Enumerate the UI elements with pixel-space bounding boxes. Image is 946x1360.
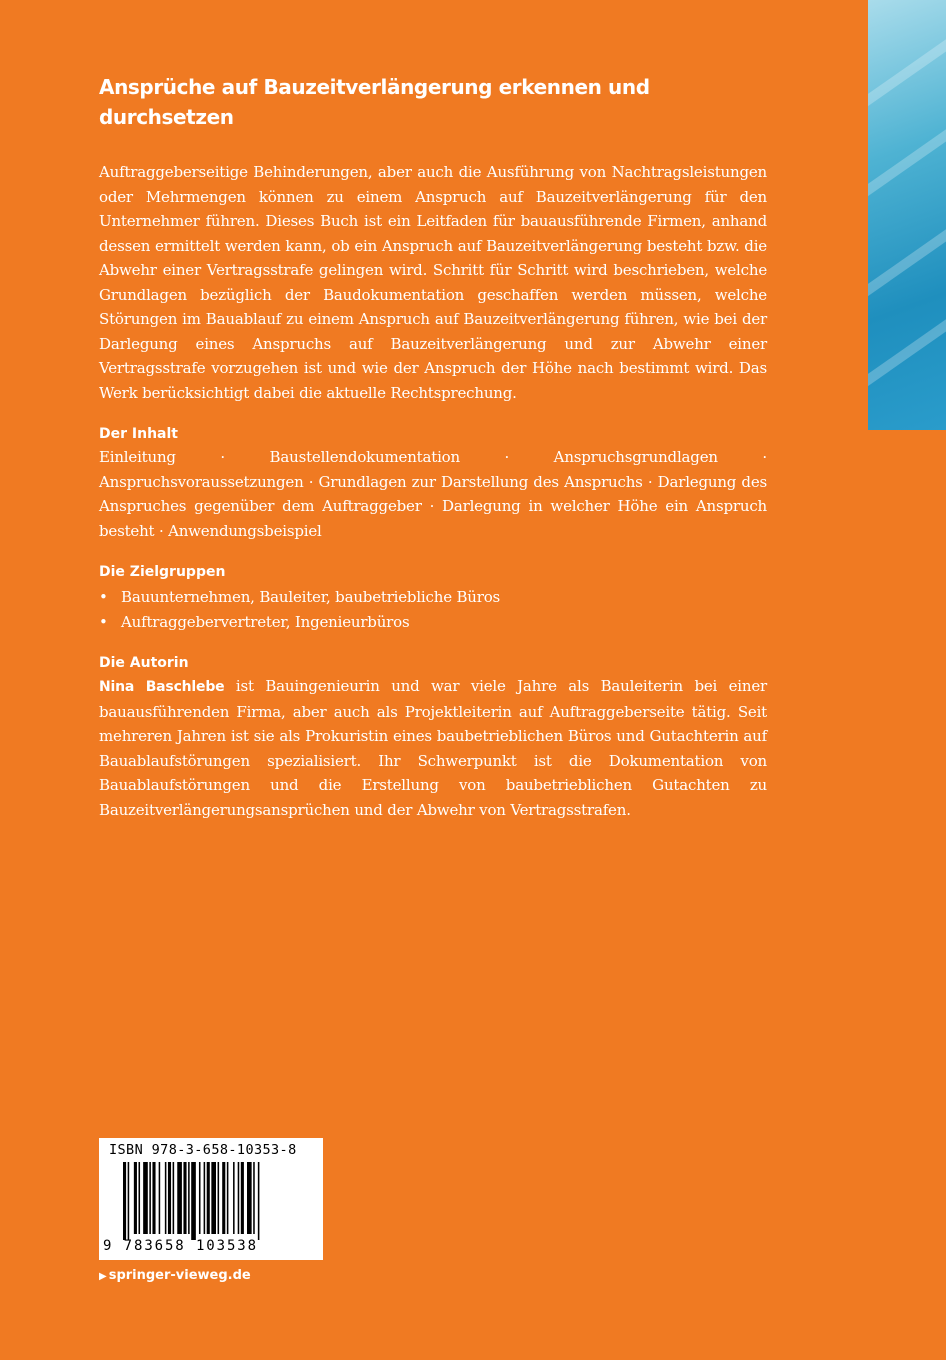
isbn-label: ISBN 978-3-658-10353-8 xyxy=(109,1142,297,1158)
barcode-bar xyxy=(238,1162,240,1234)
barcode-bar xyxy=(168,1162,171,1234)
barcode-bar xyxy=(211,1162,216,1234)
barcode-bar xyxy=(159,1162,161,1234)
audience-item: Bauunternehmen, Bauleiter, baubetriebliche Büros xyxy=(121,588,501,606)
barcode-bar xyxy=(222,1162,225,1234)
audience-list xyxy=(99,585,767,634)
barcode-bar xyxy=(123,1162,126,1240)
author-bio xyxy=(99,674,767,822)
barcode-digits: 9 783658 103538 xyxy=(103,1238,258,1254)
description: Auftraggeberseitige Behinderungen, aber auch die Ausführung von Nachtragsleistungen oder Mehrmengen können zu einem Anspruch auf Bauzeitverlängerung für den Unternehmer führen. Dieses Buch ist ein Leitfaden für bauausführende Firmen, anhand dessen ermittelt werden kann, ob ein Anspruch auf Bauzeitverlängerung besteht bzw. die Abwehr einer Vertragsstrafe gelingen wird. Schritt für Schritt wird beschrieben, welche Grundlagen bezüglich der Baudokumentation geschaffen werden müssen, welche Störungen im Bauablauf zu einem Anspruch auf Bauzeitverlängerung führen, wie bei der Darlegung eines Anspruchs auf Bauzeitverlängerung und zur Abwehr einer Vertragsstrafe vorzugehen ist und wie der Anspruch der Höhe nach bestimmt wird. Das Werk berücksichtigt dabei die aktuelle Rechtsprechung. xyxy=(99,163,767,402)
barcode-bar xyxy=(207,1162,210,1234)
publisher-link[interactable] xyxy=(99,1268,251,1283)
barcode-bar xyxy=(165,1162,167,1234)
list-item xyxy=(99,585,767,610)
barcode-bar xyxy=(253,1162,255,1234)
isbn-barcode xyxy=(99,1138,323,1260)
barcode-bar xyxy=(241,1162,244,1234)
audience-heading: Die Zielgruppen xyxy=(99,564,226,580)
barcode-bar xyxy=(199,1162,201,1234)
back-cover-text xyxy=(99,72,767,822)
bullet-icon: • xyxy=(99,588,108,606)
list-item xyxy=(99,610,767,635)
barcode-bar xyxy=(247,1162,252,1234)
barcode-bar xyxy=(204,1162,206,1234)
headline: Ansprüche auf Bauzeitverlängerung erkennen und durchsetzen xyxy=(99,75,650,129)
barcode-bar xyxy=(191,1162,196,1240)
bullet-icon: • xyxy=(99,612,108,631)
publisher-url: springer-vieweg.de xyxy=(108,1268,251,1283)
author-name: Nina Baschlebe xyxy=(99,679,225,695)
audience-item: Auftraggebervertreter, Ingenieurbüros xyxy=(121,612,410,631)
barcode-bar xyxy=(183,1162,186,1234)
barcode-bar xyxy=(128,1162,130,1240)
barcode-bar xyxy=(143,1162,148,1234)
barcode-bar xyxy=(177,1162,182,1234)
contents-heading: Der Inhalt xyxy=(99,426,178,442)
barcode-bar xyxy=(134,1162,137,1234)
barcode-bar xyxy=(233,1162,235,1234)
author-heading: Die Autorin xyxy=(99,655,189,671)
barcode-bar xyxy=(258,1162,260,1240)
barcode-bar xyxy=(152,1162,155,1234)
cover-corner-image xyxy=(868,0,946,430)
barcode-bar xyxy=(173,1162,175,1234)
barcode-bar xyxy=(227,1162,229,1234)
author-bio-text: ist Bauingenieurin und war viele Jahre als Bauleiterin bei einer bauausführenden Firma, aber auch als Projektleiterin auf Auftraggeberseite tätig. Seit mehreren Jahren ist sie als Prokuristin eines baubetrieblichen Büros und Gutachterin auf Bauablaufstörungen spezialisiert. Ihr Schwerpunkt ist die Dokumentation von Bauablaufstörungen und die Erstellung von baubetrieblichen Gutachten zu Bauzeitverlängerungsansprüchen und der Abwehr von Vertragsstrafen. xyxy=(99,677,768,819)
barcode-bars xyxy=(123,1162,313,1240)
barcode-bar xyxy=(188,1162,190,1234)
arrow-right-icon: ▶ xyxy=(99,1271,107,1282)
barcode-bar xyxy=(149,1162,151,1234)
contents-text: Einleitung · Baustellendokumentation · Anspruchsgrundlagen · Anspruchsvoraussetzungen · Grundlagen zur Darstellung des Anspruchs · Darlegung des Anspruches gegenüber dem Auftraggeber · Darlegung in welcher Höhe ein Anspruch besteht · Anwendungsbeispiel xyxy=(99,448,767,540)
barcode-bar xyxy=(218,1162,220,1234)
barcode-bar xyxy=(139,1162,141,1234)
